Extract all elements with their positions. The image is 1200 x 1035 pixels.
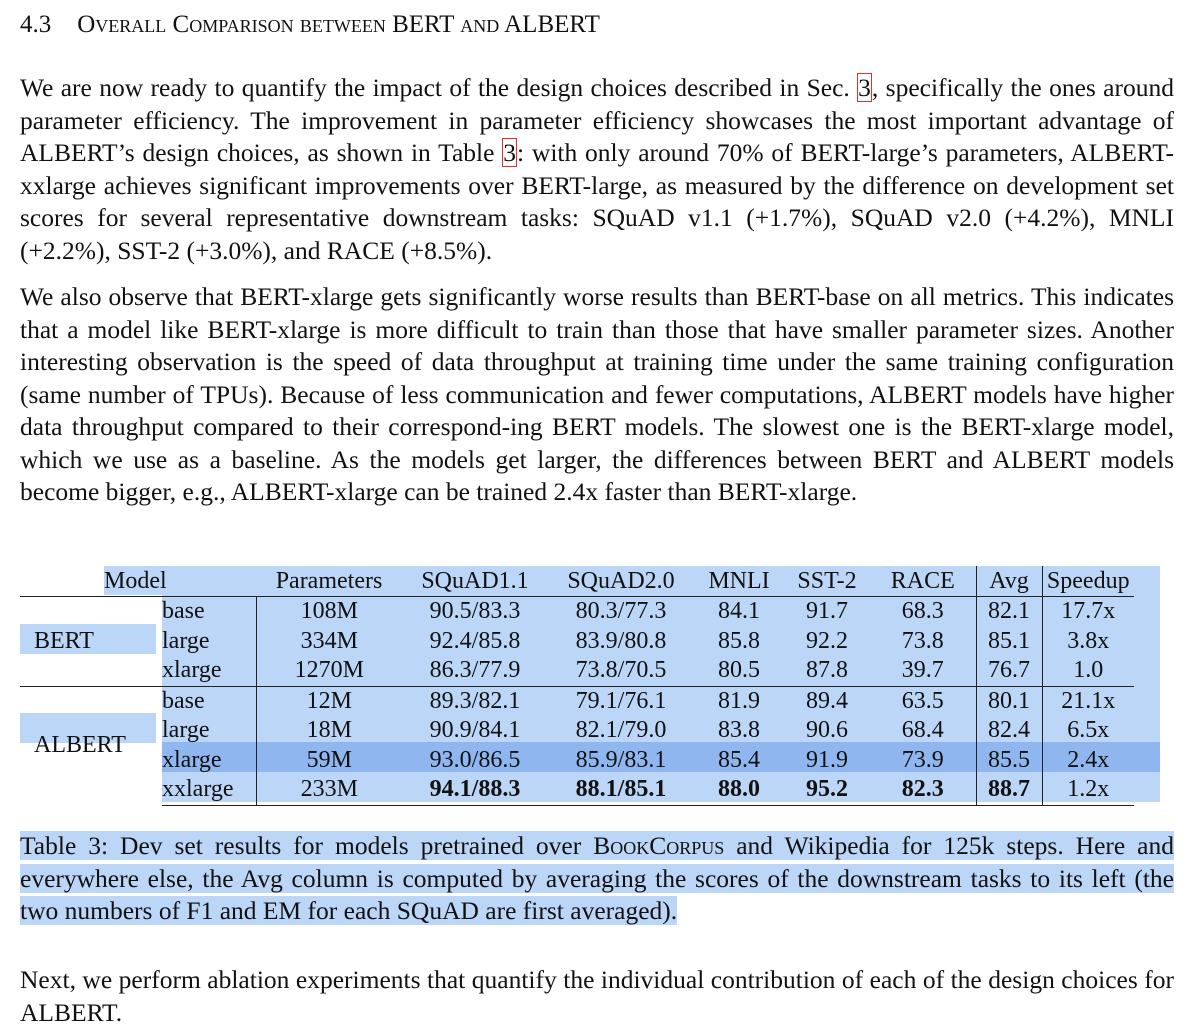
- cell-avg: 85.1: [976, 627, 1042, 657]
- cell-avg: 82.1: [976, 597, 1042, 627]
- cell-mnli: 81.9: [694, 686, 784, 716]
- cell-squad20: 88.1/85.1: [548, 775, 694, 805]
- results-table: [20, 566, 1134, 806]
- cell-squad11: 90.5/83.3: [429, 598, 521, 625]
- caption-suffix: and Wikipedia for 125k steps. Here and everywhere else, the Avg column is computed by averaging the scores of the downstream tasks to its left (the two numbers of F1 and EM for each SQuAD are first averaged).: [20, 831, 1174, 925]
- cell-squad20: 80.3/77.3: [575, 598, 667, 625]
- cell-squad11: 94.1/88.3: [402, 775, 548, 805]
- cell-race: 73.9: [901, 746, 944, 773]
- cell-mnli: 83.8: [718, 717, 760, 744]
- cell-speedup: 1.2x: [1042, 775, 1134, 805]
- header-speedup: Speedup: [1042, 566, 1134, 597]
- table-row: [20, 775, 1134, 805]
- cell-avg: 76.7: [976, 656, 1042, 686]
- group-label-albert: ALBERT: [20, 686, 162, 805]
- model-size: xlarge: [162, 746, 222, 773]
- cell-speedup: 1.0: [1042, 656, 1134, 686]
- cell-sst2: 90.6: [806, 717, 848, 744]
- cell-avg: 88.7: [976, 775, 1042, 805]
- cell-race: 73.8: [901, 627, 944, 654]
- table-reference-link[interactable]: 3: [503, 138, 516, 167]
- caption-prefix: Table 3: Dev set results for models pretrained over: [20, 831, 594, 860]
- cell-race: 82.3: [870, 775, 976, 805]
- model-size: base: [162, 686, 256, 716]
- table-row: [20, 627, 1134, 657]
- cell-race: 39.7: [901, 657, 944, 684]
- paragraph-throughput: We also observe that BERT-xlarge gets significantly worse results than BERT-base on all metrics. This indicates that a model like BERT-xlarge is more difficult to train than those that have smaller parameter sizes. Another interesting observation is the speed of data throughput at training time under the same training configuration (same number of TPUs). Because of less communication and fewer computations, ALBERT models have higher data throughput compared to their correspond-ing BERT models. The slowest one is the BERT-xlarge model, which we use as a baseline. As the models get larger, the differences between BERT and ALBERT models become bigger, e.g., ALBERT-xlarge can be trained 2.4x faster than BERT-xlarge.: [20, 282, 1174, 506]
- cell-squad11: 86.3/77.9: [429, 657, 521, 684]
- cell-squad20: 73.8/70.5: [575, 657, 667, 684]
- corpus-name: BookCorpus: [593, 831, 725, 860]
- cell-squad20: 85.9/83.1: [575, 746, 667, 773]
- cell-params: 334M: [256, 627, 402, 657]
- section-heading: [20, 8, 600, 42]
- cell-params: 59M: [256, 746, 402, 776]
- model-size: large: [162, 717, 210, 744]
- table-caption: [20, 830, 1174, 928]
- table-row: [20, 716, 1134, 746]
- section-number: 4.3: [20, 11, 52, 38]
- model-size: xxlarge: [162, 775, 256, 805]
- cell-sst2: 92.2: [806, 627, 848, 654]
- table-row: [20, 686, 1134, 716]
- cell-speedup: 3.8x: [1042, 627, 1134, 657]
- cell-race: 68.3: [901, 598, 944, 625]
- model-size: large: [162, 627, 210, 654]
- table-row: [20, 597, 1134, 627]
- cell-squad20: 79.1/76.1: [548, 686, 694, 716]
- paragraph-text: : with only around 70% of BERT-large’s parameters, ALBERT-xxlarge achieves significant improvements over BERT-large, as measured by the difference on development set scores for several representative downstream tasks: SQuAD v1.1 (+1.7%), SQuAD v2.0 (+4.2%), MNLI (+2.2%), SST-2 (+3.0%), and RACE (+8.5%).: [20, 138, 1174, 265]
- caption-text: [20, 831, 1174, 925]
- header-race: RACE: [870, 566, 976, 597]
- paragraph-text: , specifically the ones around parameter efficiency. The improvement in parameter efficiency showcases the most important advantage of ALBERT’s design choices, as shown in Table: [20, 73, 1174, 167]
- cell-squad20: 83.9/80.8: [575, 627, 667, 654]
- section-title: Overall Comparison between BERT and ALBERT: [77, 11, 600, 38]
- cell-squad20: 82.1/79.0: [575, 717, 667, 744]
- cell-sst2: 89.4: [784, 686, 870, 716]
- header-sst2: SST-2: [784, 566, 870, 597]
- header-squad20: SQuAD2.0: [548, 566, 694, 597]
- cell-speedup: 2.4x: [1042, 746, 1134, 776]
- cell-mnli: 85.4: [718, 746, 760, 773]
- group-label-bert: BERT: [34, 627, 94, 654]
- cell-squad11: 93.0/86.5: [429, 746, 521, 773]
- cell-params: 18M: [256, 716, 402, 746]
- cell-race: 68.4: [901, 717, 944, 744]
- cell-mnli: 84.1: [718, 598, 760, 625]
- cell-params: 108M: [256, 597, 402, 627]
- cell-avg: 80.1: [976, 686, 1042, 716]
- cell-mnli: 80.5: [718, 657, 760, 684]
- header-model: Model: [20, 566, 256, 597]
- cell-squad11: 92.4/85.8: [429, 627, 521, 654]
- table-row: [20, 656, 1134, 686]
- cell-speedup: 17.7x: [1042, 597, 1134, 627]
- header-avg: Avg: [976, 566, 1042, 597]
- model-size: xlarge: [162, 657, 222, 684]
- cell-avg: 85.5: [976, 746, 1042, 776]
- table-row: [20, 746, 1134, 776]
- section-reference-link[interactable]: 3: [858, 73, 871, 102]
- cell-mnli: 88.0: [694, 775, 784, 805]
- cell-sst2: 91.9: [806, 746, 848, 773]
- cell-params: 233M: [256, 775, 402, 805]
- cell-params: 1270M: [256, 656, 402, 686]
- cell-sst2: 91.7: [806, 598, 848, 625]
- header-squad11: SQuAD1.1: [402, 566, 548, 597]
- header-parameters: Parameters: [256, 566, 402, 597]
- cell-sst2: 87.8: [806, 657, 848, 684]
- cell-params: 12M: [256, 686, 402, 716]
- cell-mnli: 85.8: [718, 627, 760, 654]
- model-size: base: [162, 598, 205, 625]
- cell-squad11: 90.9/84.1: [429, 717, 521, 744]
- cell-avg: 82.4: [976, 716, 1042, 746]
- cell-race: 63.5: [870, 686, 976, 716]
- paragraph-parameter-efficiency: [20, 72, 1174, 267]
- paragraph-text: We are now ready to quantify the impact of the design choices described in Sec.: [20, 73, 858, 102]
- cell-squad11: 89.3/82.1: [402, 686, 548, 716]
- cell-speedup: 21.1x: [1042, 686, 1134, 716]
- table-header-row: [20, 566, 1134, 597]
- cell-speedup: 6.5x: [1042, 716, 1134, 746]
- paragraph-ablation: Next, we perform ablation experiments that quantify the individual contribution of each of the design choices for ALBERT.: [20, 965, 1174, 1027]
- cell-sst2: 95.2: [784, 775, 870, 805]
- header-mnli: MNLI: [694, 566, 784, 597]
